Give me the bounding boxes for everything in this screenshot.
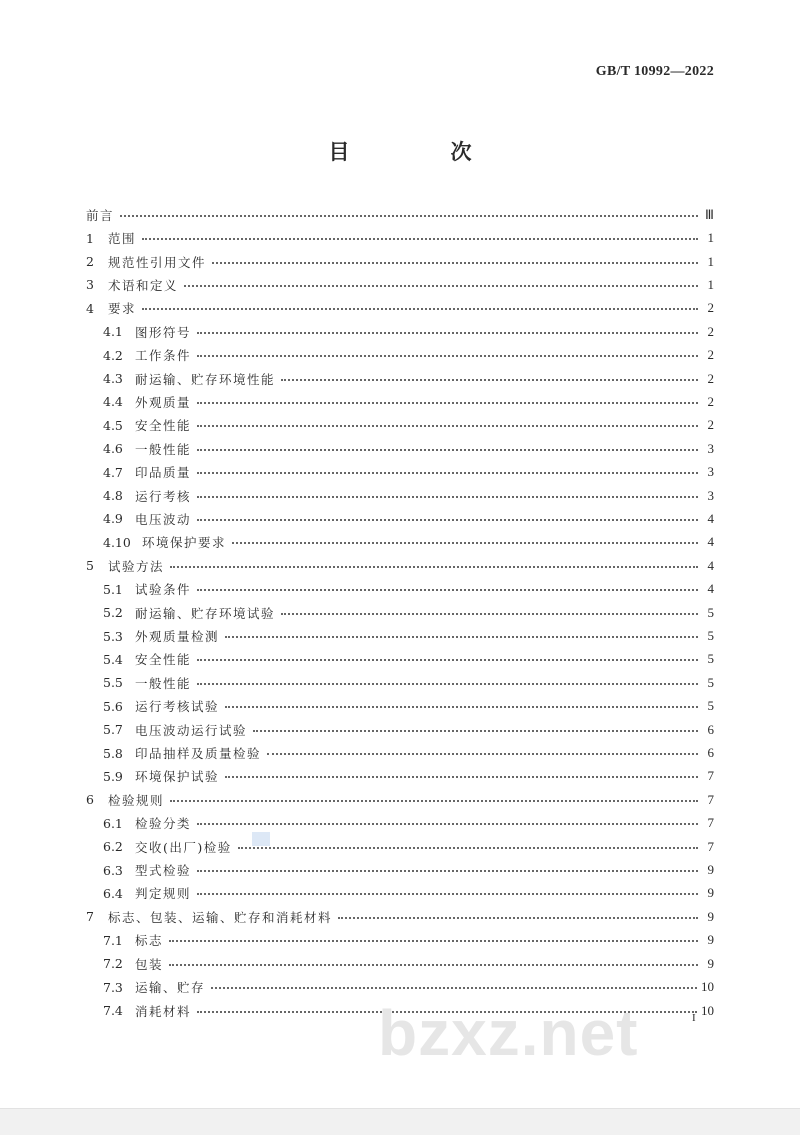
toc-entry-number: 7.2 — [103, 956, 123, 972]
toc-entry-page: 4 — [707, 557, 714, 573]
toc-entry-label: 耐运输、贮存环境试验 — [135, 605, 276, 621]
toc-entry[interactable] — [86, 554, 714, 577]
toc-entry-number: 5.9 — [103, 768, 123, 784]
toc-entry-label: 安全性能 — [135, 418, 192, 434]
toc-entry-label: 标志 — [135, 933, 164, 949]
toc-entry-label: 图形符号 — [135, 324, 192, 340]
toc-entry-page: 7 — [707, 768, 714, 784]
toc-entry-label: 包装 — [135, 956, 164, 972]
toc-entry[interactable] — [86, 741, 714, 764]
watermark-mark — [252, 832, 270, 846]
toc-entry[interactable] — [86, 858, 714, 881]
toc-entry-number: 4.7 — [103, 464, 123, 480]
toc-entry-number: 5.7 — [103, 722, 123, 738]
toc-entry[interactable] — [86, 203, 714, 226]
toc-entry-page: 9 — [707, 862, 714, 878]
toc-entry[interactable] — [86, 460, 714, 483]
toc-entry[interactable] — [86, 226, 714, 249]
toc-entry-page: 9 — [707, 908, 714, 924]
toc-entry[interactable] — [86, 320, 714, 343]
toc-entry-page: 5 — [707, 604, 714, 620]
toc-entry-number: 5.3 — [103, 628, 123, 644]
toc-entry-number: 4.9 — [103, 511, 123, 527]
page-footer-number: I — [692, 1012, 696, 1024]
toc-entry[interactable] — [86, 367, 714, 390]
toc-dot-leader — [142, 308, 698, 310]
standard-number: GB/T 10992—2022 — [595, 64, 714, 79]
toc-entry-page: 4 — [707, 581, 714, 597]
toc-entry[interactable] — [86, 601, 714, 624]
toc-entry-page: 9 — [707, 885, 714, 901]
toc-entry-page: 1 — [707, 276, 714, 292]
toc-entry-page: 1 — [707, 253, 714, 269]
toc-dot-leader — [197, 425, 698, 427]
toc-entry-number: 7.3 — [103, 979, 123, 995]
toc-entry-page: 5 — [707, 674, 714, 690]
toc-dot-leader — [225, 776, 698, 778]
toc-entry-number: 4.5 — [103, 417, 123, 433]
toc-entry-label: 范围 — [108, 231, 137, 247]
toc-entry-label: 判定规则 — [135, 886, 192, 902]
toc-entry-number: 2 — [86, 254, 94, 270]
toc-entry[interactable] — [86, 273, 714, 296]
toc-entry-page: 6 — [707, 745, 714, 761]
toc-entry-page: 4 — [707, 534, 714, 550]
toc-entry[interactable] — [86, 812, 714, 835]
toc-dot-leader — [197, 332, 698, 334]
toc-dot-leader — [142, 238, 698, 240]
toc-dot-leader — [197, 589, 698, 591]
toc-entry-number: 4 — [86, 300, 94, 316]
table-of-contents — [86, 203, 714, 1022]
toc-dot-leader — [197, 402, 698, 404]
toc-entry[interactable] — [86, 414, 714, 437]
toc-entry-page: 5 — [707, 628, 714, 644]
toc-entry[interactable] — [86, 718, 714, 741]
toc-dot-leader — [197, 683, 698, 685]
toc-dot-leader — [232, 542, 698, 544]
toc-entry-label: 要求 — [108, 301, 137, 317]
toc-entry-label: 外观质量 — [135, 394, 192, 410]
toc-entry-page: 7 — [707, 838, 714, 854]
toc-entry-label: 型式检验 — [135, 863, 192, 879]
toc-entry-label: 印品抽样及质量检验 — [135, 746, 262, 762]
toc-entry-label: 印品质量 — [135, 465, 192, 481]
toc-entry-label: 安全性能 — [135, 652, 192, 668]
toc-entry-number: 5.4 — [103, 651, 123, 667]
toc-entry-label: 检验规则 — [108, 792, 165, 808]
toc-entry-number: 6.4 — [103, 885, 123, 901]
toc-entry-page: 2 — [707, 300, 714, 316]
toc-entry[interactable] — [86, 905, 714, 928]
toc-entry-label: 试验方法 — [108, 558, 165, 574]
toc-entry-label: 电压波动 — [135, 511, 192, 527]
toc-entry[interactable] — [86, 929, 714, 952]
toc-entry-page: 7 — [707, 815, 714, 831]
toc-entry-label: 交收(出厂)检验 — [135, 839, 232, 855]
toc-entry-label: 标志、包装、运输、贮存和消耗材料 — [108, 909, 333, 925]
toc-entry[interactable] — [86, 671, 714, 694]
toc-dot-leader — [281, 613, 698, 615]
toc-entry-label: 规范性引用文件 — [108, 254, 207, 270]
toc-entry[interactable] — [86, 952, 714, 975]
toc-entry[interactable] — [86, 835, 714, 858]
toc-entry-page: 6 — [707, 721, 714, 737]
toc-dot-leader — [267, 753, 698, 755]
toc-entry-number: 4.4 — [103, 394, 123, 410]
toc-dot-leader — [197, 659, 698, 661]
toc-dot-leader — [238, 847, 698, 849]
toc-entry[interactable] — [86, 648, 714, 671]
toc-entry-label: 一般性能 — [135, 675, 192, 691]
toc-entry-number: 5 — [86, 558, 94, 574]
toc-dot-leader — [197, 355, 698, 357]
toc-dot-leader — [253, 730, 698, 732]
toc-entry-page: Ⅲ — [705, 206, 714, 222]
toc-dot-leader — [197, 449, 698, 451]
toc-entry-page: 2 — [707, 323, 714, 339]
toc-dot-leader — [225, 636, 698, 638]
toc-dot-leader — [170, 566, 698, 568]
toc-entry-number: 5.1 — [103, 581, 123, 597]
toc-entry-page: 10 — [701, 979, 714, 995]
toc-dot-leader — [170, 800, 698, 802]
toc-entry-number: 5.5 — [103, 675, 123, 691]
toc-entry[interactable] — [86, 531, 714, 554]
toc-dot-leader — [197, 823, 698, 825]
toc-entry-page: 1 — [707, 230, 714, 246]
toc-entry-label: 运输、贮存 — [135, 980, 206, 996]
toc-entry-number: 7 — [86, 909, 94, 925]
toc-entry[interactable] — [86, 484, 714, 507]
toc-entry-page: 3 — [707, 440, 714, 456]
viewer-bottom-band — [0, 1108, 800, 1135]
toc-entry-number: 6 — [86, 792, 94, 808]
toc-entry-page: 2 — [707, 393, 714, 409]
toc-entry[interactable] — [86, 578, 714, 601]
toc-entry-number: 4.2 — [103, 347, 123, 363]
toc-dot-leader — [169, 940, 698, 942]
toc-dot-leader — [211, 987, 697, 989]
toc-entry[interactable] — [86, 882, 714, 905]
toc-entry-number: 5.6 — [103, 698, 123, 714]
toc-entry-number: 4.10 — [103, 534, 131, 550]
toc-entry-page: 2 — [707, 417, 714, 433]
toc-dot-leader — [197, 472, 698, 474]
toc-entry[interactable] — [86, 695, 714, 718]
toc-entry-label: 试验条件 — [135, 582, 192, 598]
toc-entry-number: 7.4 — [103, 1003, 123, 1019]
toc-entry[interactable] — [86, 507, 714, 530]
watermark: bzxz.net — [378, 997, 639, 1069]
toc-entry-number: 4.1 — [103, 324, 123, 340]
toc-entry[interactable] — [86, 788, 714, 811]
toc-entry-page: 3 — [707, 464, 714, 480]
toc-entry-page: 2 — [707, 370, 714, 386]
toc-entry-number: 7.1 — [103, 932, 123, 948]
toc-entry-page: 5 — [707, 651, 714, 667]
page-title: 目 次 — [328, 139, 512, 164]
toc-entry-number: 4.6 — [103, 441, 123, 457]
toc-entry-number: 6.3 — [103, 862, 123, 878]
toc-entry[interactable] — [86, 250, 714, 273]
toc-entry-page: 5 — [707, 698, 714, 714]
toc-entry-label: 一般性能 — [135, 441, 192, 457]
toc-dot-leader — [281, 379, 698, 381]
toc-entry-page: 2 — [707, 347, 714, 363]
toc-dot-leader — [184, 285, 698, 287]
toc-entry-number: 6.2 — [103, 839, 123, 855]
toc-entry[interactable] — [86, 765, 714, 788]
toc-dot-leader — [197, 496, 698, 498]
toc-entry-number: 6.1 — [103, 815, 123, 831]
toc-entry-label: 电压波动运行试验 — [135, 722, 248, 738]
toc-entry-label: 检验分类 — [135, 816, 192, 832]
toc-entry-label: 工作条件 — [135, 348, 192, 364]
toc-dot-leader — [225, 706, 698, 708]
toc-entry[interactable] — [86, 390, 714, 413]
toc-entry-page: 9 — [707, 955, 714, 971]
toc-entry-page: 3 — [707, 487, 714, 503]
toc-dot-leader — [212, 262, 698, 264]
toc-entry-number: 1 — [86, 230, 94, 246]
toc-entry[interactable] — [86, 343, 714, 366]
toc-entry[interactable] — [86, 437, 714, 460]
toc-dot-leader — [197, 519, 698, 521]
toc-dot-leader — [120, 215, 698, 217]
toc-entry-label: 消耗材料 — [135, 1003, 192, 1019]
toc-entry-number: 4.8 — [103, 488, 123, 504]
toc-dot-leader — [197, 893, 698, 895]
toc-entry-label: 前言 — [86, 207, 115, 223]
toc-entry-page: 9 — [707, 932, 714, 948]
toc-entry-label: 耐运输、贮存环境性能 — [135, 371, 276, 387]
toc-entry-label: 外观质量检测 — [135, 629, 220, 645]
toc-entry-number: 5.2 — [103, 605, 123, 621]
toc-entry-label: 环境保护试验 — [135, 769, 220, 785]
toc-entry-number: 3 — [86, 277, 94, 293]
toc-entry-label: 运行考核试验 — [135, 699, 220, 715]
toc-dot-leader — [169, 964, 698, 966]
toc-dot-leader — [338, 917, 698, 919]
toc-entry-page: 7 — [707, 791, 714, 807]
toc-dot-leader — [197, 870, 698, 872]
toc-entry-page: 10 — [701, 1002, 714, 1018]
toc-entry-label: 术语和定义 — [108, 277, 179, 293]
toc-entry[interactable] — [86, 624, 714, 647]
toc-entry[interactable] — [86, 297, 714, 320]
toc-entry-number: 5.8 — [103, 745, 123, 761]
toc-entry-page: 4 — [707, 510, 714, 526]
toc-entry-number: 4.3 — [103, 371, 123, 387]
toc-entry-label: 运行考核 — [135, 488, 192, 504]
toc-entry-label: 环境保护要求 — [142, 535, 227, 551]
